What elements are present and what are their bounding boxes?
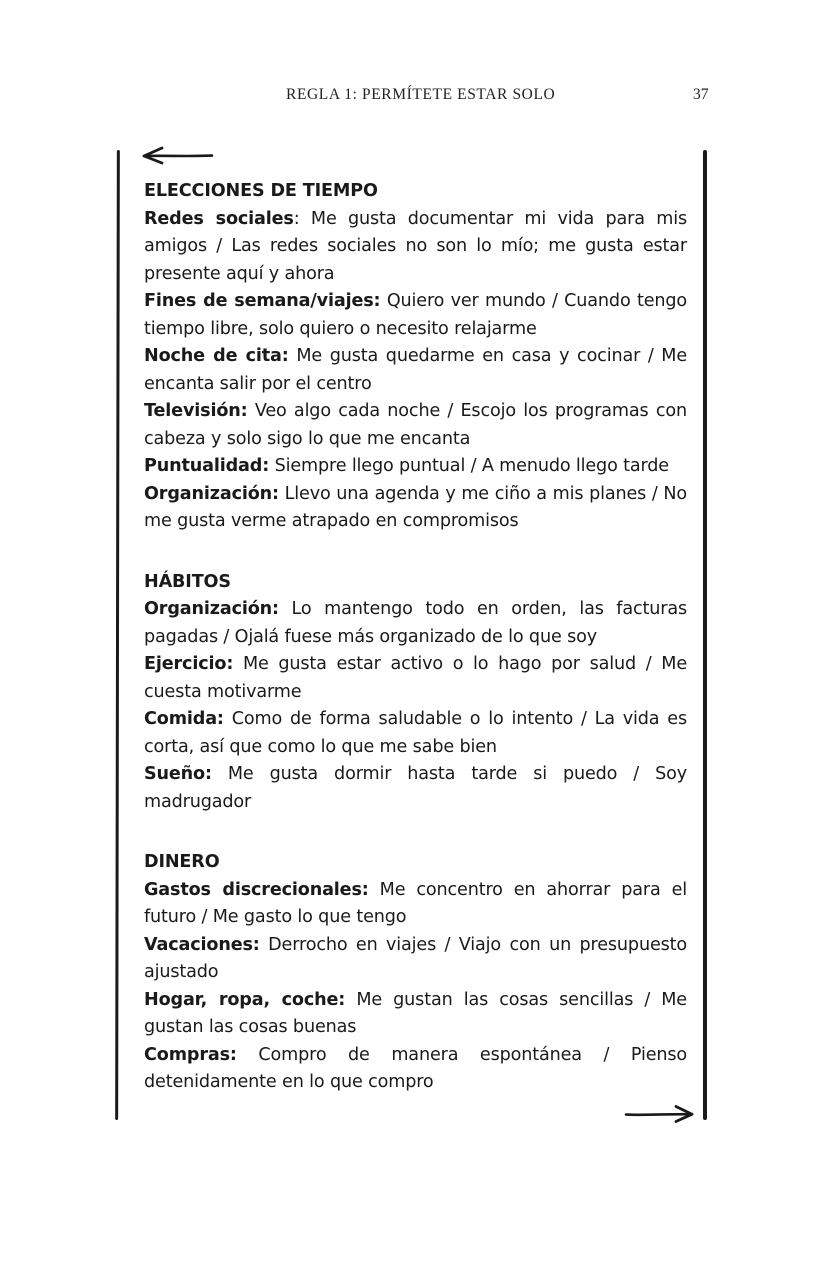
- entry-text: Llevo una agenda y me ciño a mis planes / No me gusta verme atrapado en compromisos: [144, 483, 687, 531]
- entry-text: Veo algo cada noche / Escojo los programas con cabeza y solo sigo lo que me encanta: [144, 401, 687, 449]
- entry-label: Redes sociales: [144, 208, 294, 229]
- entry-text: Me gusta quedarme en casa y cocinar / Me encanta salir por el centro: [144, 346, 688, 394]
- entry-label: Comida:: [144, 709, 224, 729]
- entry-redes-sociales: [144, 206, 687, 289]
- entry-label: Hogar, ropa, coche:: [144, 989, 346, 1010]
- entry-text: Me gustan las cosas sencillas / Me gustan las cosas buenas: [144, 989, 687, 1037]
- entry-text: Siempre llego puntual / A menudo llego tarde: [269, 456, 669, 476]
- entry-noche-de-cita: [144, 343, 687, 398]
- entry-text: Lo mantengo todo en orden, las facturas pagadas / Ojalá fuese más organizado de lo que soy: [144, 599, 687, 647]
- entry-label: Organización:: [144, 483, 279, 504]
- arrow-right-icon: [622, 1102, 698, 1126]
- entry-ejercicio: [144, 651, 687, 706]
- arrow-left-icon: [140, 143, 216, 169]
- entry-label: Noche de cita:: [144, 346, 289, 366]
- entry-organizacion: [144, 596, 687, 651]
- section-elecciones-de-tiempo: [144, 178, 687, 536]
- entry-organizacion: [144, 481, 687, 536]
- entry-label: Puntualidad:: [144, 456, 270, 476]
- entry-vacaciones: [144, 932, 687, 987]
- entry-text: Como de forma saludable o lo intento / La vida es corta, así que como lo que me sabe bien: [144, 709, 687, 757]
- section-title: HÁBITOS: [144, 571, 231, 592]
- running-title: REGLA 1: PERMÍTETE ESTAR SOLO: [286, 86, 556, 103]
- entry-comida: [144, 706, 687, 761]
- entry-text: : Me gusta documentar mi vida para mis amigos / Las redes sociales no son lo mío; me gusta estar presente aquí y ahora: [144, 208, 687, 284]
- entry-label: Compras:: [144, 1044, 237, 1065]
- entry-fines-de-semana: [144, 288, 687, 343]
- entry-label: Fines de semana/viajes:: [144, 291, 381, 311]
- entry-label: Televisión:: [144, 401, 248, 421]
- entry-puntualidad: [144, 453, 687, 481]
- frame-right-border: [703, 150, 707, 1120]
- entry-text: Quiero ver mundo / Cuando tengo tiempo libre, solo quiero o necesito relajarme: [144, 291, 687, 339]
- entry-hogar-ropa-coche: [144, 987, 687, 1042]
- entry-label: Vacaciones:: [144, 934, 260, 955]
- running-head: [0, 86, 831, 110]
- entry-compras: [144, 1042, 687, 1097]
- entry-text: Me concentro en ahorrar para el futuro / Me gasto lo que tengo: [144, 879, 687, 927]
- entry-television: [144, 398, 687, 453]
- entry-label: Gastos discrecionales:: [144, 879, 369, 900]
- section-title: ELECCIONES DE TIEMPO: [144, 181, 378, 201]
- entry-label: Ejercicio:: [144, 654, 234, 674]
- section-title: DINERO: [144, 852, 220, 872]
- frame-left-border: [115, 150, 120, 1120]
- entry-text: Me gusta estar activo o lo hago por salud / Me cuesta motivarme: [144, 654, 687, 702]
- content-body: [144, 178, 687, 1097]
- section-habitos: [144, 569, 687, 817]
- section-dinero: [144, 849, 687, 1097]
- page-number: 37: [693, 86, 709, 103]
- entry-label: Sueño:: [144, 764, 212, 784]
- entry-text: Derrocho en viajes / Viajo con un presupuesto ajustado: [144, 934, 687, 982]
- entry-text: Compro de manera espontánea / Pienso detenidamente en lo que compro: [144, 1044, 687, 1092]
- entry-gastos-discrecionales: [144, 877, 687, 932]
- entry-label: Organización:: [144, 599, 279, 619]
- entry-text: Me gusta dormir hasta tarde si puedo / Soy madrugador: [144, 764, 687, 812]
- entry-sueno: [144, 761, 687, 816]
